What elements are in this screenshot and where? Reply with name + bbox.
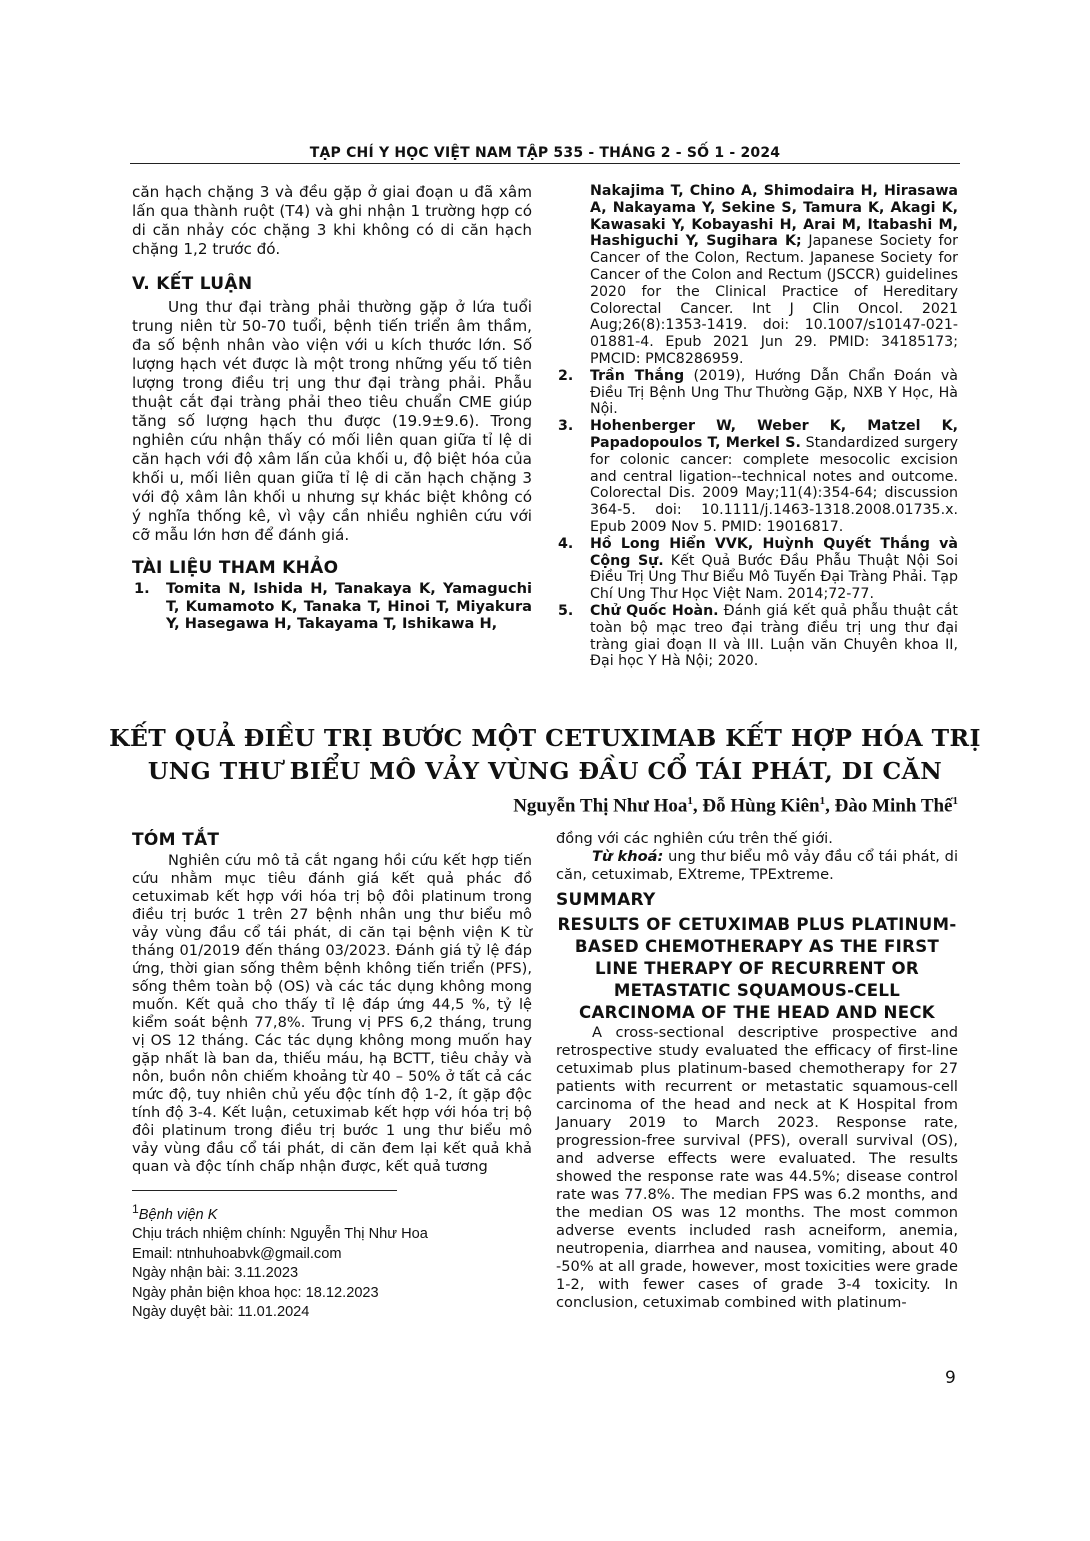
article-authors	[513, 795, 958, 817]
english-abstract: A cross-sectional descriptive prospective and retrospective study evaluated the efficacy of first-line cetuximab plus platinum-based chemotherapy for 27 patients with recurrent or metastatic squamous-cell carcinoma of the head and neck at K Hospital from January 2019 to March 2023. Response rate, progression-free survival (PFS), overall survival (OS), and adverse effects were evaluated. The results showed the response rate was 44.5%; disease control rate was 77.8%. The median FPS was 6.2 months, and the median OS was 12 months. The most common adverse events included rash acneiform, anemia, neutropenia, diarrhea and nausea, vomiting, about 40 -50% at all grade, however, most toxicities were grade 1-2, with fewer cases of grade 3-4 toxicity. In conclusion, cetuximab combined with platinum-	[556, 1024, 958, 1311]
author-name: Đỗ Hùng Kiên	[702, 795, 820, 817]
reference-authors: Hồ Long Hiển VVK, Huỳnh Quyết Thắng và Cộng Sự.	[590, 535, 958, 569]
prev-article-right-column	[556, 183, 958, 670]
affiliation-name: Bệnh viện K	[138, 1206, 218, 1223]
references-heading: TÀI LIỆU THAM KHẢO	[132, 558, 339, 578]
reference-number: 2.	[558, 367, 574, 384]
prev-article-left-column	[132, 183, 532, 633]
reference-detail: Kết Quả Bước Đầu Phẫu Thuật Nội Soi Điều Trị Ung Thư Biểu Mô Tuyến Đại Tràng Phải. Tạp Chí Ung Thư Học Việt Nam. 2014;72-77.	[590, 552, 959, 603]
footnote-reviewed: Ngày phản biện khoa học: 18.12.2023	[132, 1284, 379, 1301]
english-title: RESULTS OF CETUXIMAB PLUS PLATINUM-BASED CHEMOTHERAPY AS THE FIRST LINE THERAPY OF RECURRENT OR METASTATIC SQUAMOUS-CELL CARCINOMA OF THE HEAD AND NECK	[557, 915, 957, 1022]
article-title-line-1: KẾT QUẢ ĐIỀU TRỊ BƯỚC MỘT CETUXIMAB KẾT HỢP HÓA TRỊ	[109, 724, 981, 752]
page-number: 9	[945, 1368, 956, 1388]
reference-5	[556, 603, 958, 670]
author-name: Nguyễn Thị Như Hoa	[513, 795, 688, 817]
reference-authors: Tomita N, Ishida H, Tanakaya K, Yamaguchi T, Kumamoto K, Tanaka T, Hinoi T, Miyakura Y, Hasegawa H, Takayama T, Ishikawa H,	[166, 580, 532, 632]
reference-authors: Trần Thắng	[590, 367, 685, 384]
reference-detail: Japanese Society for Cancer of the Colon, Rectum. Japanese Society for Cancer of the Colon and Rectum (JSCCR) guidelines 2020 for the Clinical Practice of Hereditary Colorectal Cancer. Int J Clin Oncol. 2021 Aug;26(8):1353-1419. doi: 10.1007/s10147-021-01881-4. Epub 2021 Jun 29. PMID: 34185173; PMCID: PMC8286959.	[590, 233, 958, 367]
author-name: Đào Minh Thế	[834, 795, 953, 817]
author-affiliation-mark: 1	[952, 795, 958, 807]
reference-number: 1.	[134, 580, 150, 597]
footnote-email: Email: ntnhuhoabvk@gmail.com	[132, 1245, 342, 1262]
conclusion-text: Ung thư đại tràng phải thường gặp ở lứa tuổi trung niên từ 50-70 tuổi, bệnh tiến triển âm thầm, đa số bệnh nhân vào viện với u kích thước lớn. Số lượng hạch vét được là một trong những yếu tố tiên lượng trong điều trị ung thư đại tràng phải. Phẫu thuật cắt đại tràng phải theo tiêu chuẩn CME giúp tăng số lượng hạch thu được (19.9±9.6). Trong nghiên cứu nhận thấy có mối liên quan giữa tỉ lệ di căn hạch với độ xâm lấn của khối u, độ biệt hóa của khối u, mối liên quan giữa tỉ lệ di căn hạch chặng 3 với độ xâm lân khối u nhưng sự khác biệt không có ý nghĩa thống kê, vì vậy cần nhiều nghiên cứu với cỡ mẫu lớn hơn để đánh giá.	[132, 298, 532, 544]
footnote	[132, 1200, 552, 1323]
reference-authors: Nakajima T, Chino A, Shimodaira H, Hirasawa A, Nakayama Y, Sekine S, Tamura K, Akagi K, Kawasaki Y, Kobayashi H, Arai M, Itabashi M, Hashiguchi Y, Sugihara K;	[590, 183, 958, 250]
keywords-label: Từ khoá:	[592, 848, 664, 865]
footnote-responsible: Chịu trách nhiệm chính: Nguyễn Thị Như Hoa	[132, 1226, 428, 1243]
conclusion-heading: V. KẾT LUẬN	[132, 274, 253, 294]
article-title	[0, 722, 1090, 788]
footnote-received: Ngày nhận bài: 3.11.2023	[132, 1265, 299, 1282]
summary-column	[556, 830, 958, 1312]
reference-number: 5.	[558, 602, 574, 619]
header-divider	[130, 163, 960, 164]
footnote-divider	[132, 1190, 397, 1191]
article-title-line-2: UNG THƯ BIỂU MÔ VẢY VÙNG ĐẦU CỔ TÁI PHÁT, DI CĂN	[147, 757, 943, 785]
footnote-affiliation	[132, 1200, 552, 1225]
reference-1-start	[132, 580, 532, 633]
abstract-text: Nghiên cứu mô tả cắt ngang hồi cứu kết hợp tiến cứu nhằm mục tiêu đánh giá kết quả phác đồ cetuximab kết hợp với hóa trị bộ đôi platinum trong điều trị bước 1 trên 27 bệnh nhân ung thư biểu mô vảy vùng đầu cổ tái phát, di căn tại bệnh viện K từ tháng 01/2019 đến tháng 03/2023. Đánh giá tỷ lệ đáp ứng, thời gian sống thêm bệnh không tiến triển (PFS), sống thêm toàn bộ (OS) và các tác dụng không mong muốn. Kết quả cho thấy tỉ lệ đáp ứng 44,5 %, tỷ lệ kiểm soát bệnh 77,8%. Trung vị PFS 6,2 tháng, trung vị OS 12 tháng. Các tác dụng không mong muốn hay gặp nhất là ban da, thiếu máu, hạ BCTT, tiêu chảy và nôn, buồn nôn chiếm khoảng từ 40 – 50% ở tất cả các mức độ, tuy nhiên chủ yếu độc tính độ 1-2, ít gặp độc tính độ 3-4. Kết luận, cetuximab kết hợp với hóa trị bộ đôi platinum trong điều trị bước 1 ung thư biểu mô vảy vùng đầu cổ tái phát, di căn đem lại kết quả khả quan và độc tính chấp nhận được, kết quả tương	[132, 852, 532, 1175]
affiliation-mark: 1	[132, 1202, 139, 1216]
reference-number: 4.	[558, 535, 574, 552]
footnote-accepted: Ngày duyệt bài: 11.01.2024	[132, 1304, 310, 1321]
reference-detail: Standardized surgery for colonic cancer: complete mesocolic excision and central ligation--technical notes and outcome. Colorectal Dis. 2009 May;11(4):354-64; discussion 364-5. doi: 10.1111/j.1463-1318.2008.01735.x. Epub 2009 Nov 5. PMID: 19016817.	[590, 434, 958, 535]
reference-4	[556, 536, 958, 603]
author-affiliation-mark: 1	[687, 795, 693, 807]
abstract-continuation: đồng với các nghiên cứu trên thế giới.	[556, 830, 833, 847]
abstract-heading: TÓM TẮT	[132, 830, 220, 850]
author-separator: ,	[692, 795, 703, 817]
author-affiliation-mark: 1	[819, 795, 826, 807]
reference-authors: Hohenberger W, Weber K, Matzel K, Papadopoulos T, Merkel S.	[590, 418, 958, 451]
reference-3	[556, 418, 958, 536]
keywords-line	[556, 848, 958, 884]
reference-number: 3.	[558, 418, 574, 435]
prev-continuation-text: căn hạch chặng 3 và đều gặp ở giai đoạn u đã xâm lấn qua thành ruột (T4) và ghi nhận 1 trường hợp có di căn nhảy cóc chặng 3 khi không có di căn hạch chặng 1,2 trước đó.	[132, 183, 532, 258]
reference-2	[556, 368, 958, 418]
journal-header: TẠP CHÍ Y HỌC VIỆT NAM TẬP 535 - THÁNG 2 - SỐ 1 - 2024	[309, 145, 781, 161]
keywords-text: ung thư biểu mô vảy đầu cổ tái phát, di căn, cetuximab, EXtreme, TPExtreme.	[556, 848, 958, 883]
abstract-vi-column	[132, 830, 532, 1176]
author-separator: ,	[825, 795, 835, 817]
reference-authors: Chử Quốc Hoàn.	[590, 602, 719, 619]
reference-1-cont	[556, 183, 958, 368]
reference-detail: (2019), Hướng Dẫn Chẩn Đoán và Điều Trị Bệnh Ung Thư Thường Gặp, NXB Y Học, Hà Nội.	[590, 367, 958, 418]
summary-heading: SUMMARY	[556, 890, 656, 910]
reference-detail: Đánh giá kết quả phẫu thuật cắt toàn bộ mạc treo đại tràng điều trị ung thư đại tràng giai đoạn II và III. Luận văn Chuyên khoa II, Đại học Y Hà Nội; 2020.	[590, 602, 958, 670]
